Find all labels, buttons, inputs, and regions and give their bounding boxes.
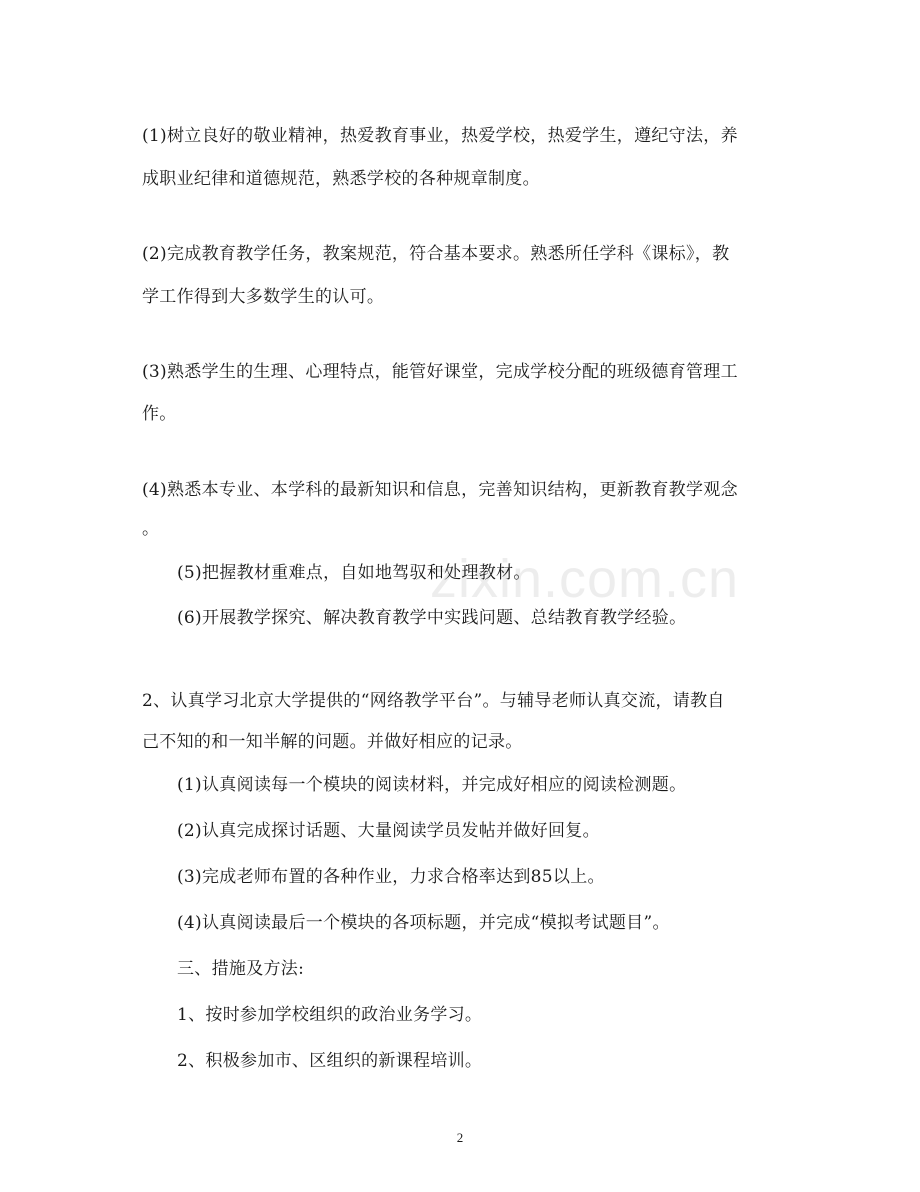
paragraph-1-line-2: 成职业纪律和道德规范，熟悉学校的各种规章制度。 [142,169,540,189]
measure-2: 2、积极参加市、区组织的新课程培训。 [177,1051,483,1071]
paragraph-3-line-2: 作。 [142,404,177,424]
paragraph-4-line-2: 。 [142,519,160,539]
section-2-item-4: (4)认真阅读最后一个模块的各项标题，并完成“模拟考试题目”。 [177,913,670,933]
section-2-line-2: 己不知的和一知半解的问题。并做好相应的记录。 [142,732,523,752]
section-2-item-1: (1)认真阅读每一个模块的阅读材料，并完成好相应的阅读检测题。 [177,775,687,795]
section-2-item-2: (2)认真完成探讨话题、大量阅读学员发帖并做好回复。 [177,821,600,841]
section-2-line-1: 2、认真学习北京大学提供的“网络教学平台”。与辅导老师认真交流，请教自 [142,691,725,711]
paragraph-2-line-2: 学工作得到大多数学生的认可。 [142,287,385,307]
section-2-item-3: (3)完成老师布置的各种作业，力求合格率达到85以上。 [177,867,605,887]
paragraph-6: (6)开展教学探究、解决教育教学中实践问题、总结教育教学经验。 [177,608,687,628]
paragraph-2-line-1: (2)完成教育教学任务，教案规范，符合基本要求。熟悉所任学科《课标》，教 [142,244,730,264]
section-3-heading: 三、措施及方法: [177,959,305,979]
paragraph-1-line-1: (1)树立良好的敬业精神，热爱教育事业，热爱学校，热爱学生，遵纪守法，养 [142,126,738,146]
paragraph-4-line-1: (4)熟悉本专业、本学科的最新知识和信息，完善知识结构，更新教育教学观念 [142,480,738,500]
paragraph-3-line-1: (3)熟悉学生的生理、心理特点，能管好课堂，完成学校分配的班级德育管理工 [142,362,738,382]
measure-1: 1、按时参加学校组织的政治业务学习。 [177,1005,483,1025]
watermark: zixin.com.cn [430,549,740,609]
paragraph-5: (5)把握教材重难点，自如地驾驭和处理教材。 [177,563,531,583]
page-number: 2 [456,1130,464,1145]
